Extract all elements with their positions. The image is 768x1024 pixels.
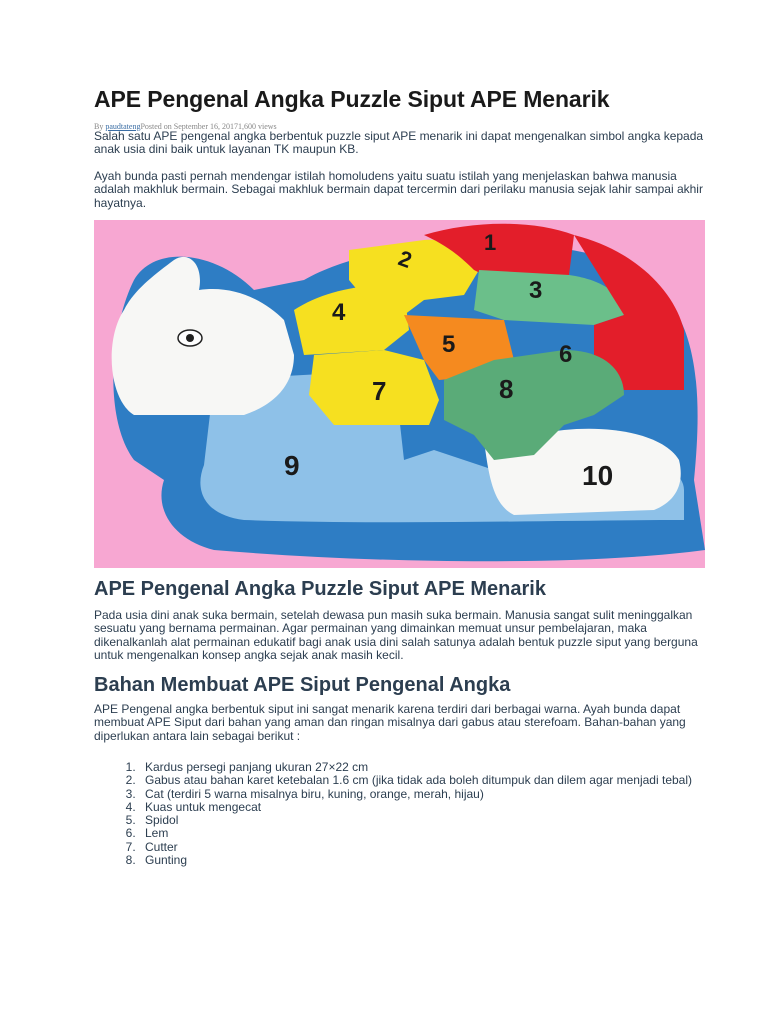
puzzle-number-10: 10 bbox=[582, 460, 614, 491]
puzzle-number-6: 6 bbox=[559, 341, 573, 368]
article-title: APE Pengenal Angka Puzzle Siput APE Menarik bbox=[94, 86, 610, 112]
list-item: 3. Cat (terdiri 5 warna misalnya biru, kuning, orange, merah, hijau) bbox=[139, 788, 706, 801]
materials-list bbox=[94, 761, 706, 867]
list-item: 5. Spidol bbox=[139, 814, 706, 827]
intro-paragraph-2: Ayah bunda pasti pernah mendengar istilah homoludens yaitu suatu istilah yang menjelaskan bahwa manusia adalah makhluk bermain. Sebagai makhluk bermain dapat tercermin dari perilaku manusia sejak lahir sampai akhir hayatnya. bbox=[94, 169, 703, 210]
section-heading-1: APE Pengenal Angka Puzzle Siput APE Menarik bbox=[94, 578, 546, 600]
puzzle-number-9: 9 bbox=[284, 450, 300, 481]
list-item: 6. Lem bbox=[139, 827, 706, 840]
byline-meta: Posted on September 16, 20171,600 views bbox=[140, 122, 277, 131]
snail-puzzle-illustration bbox=[94, 220, 705, 568]
puzzle-number-1: 1 bbox=[484, 230, 497, 255]
list-item: 7. Cutter bbox=[139, 841, 706, 854]
section-2-paragraph: APE Pengenal angka berbentuk siput ini sangat menarik karena terdiri dari berbagai warna. Ayah bunda dapat membuat APE Siput dari bahan yang aman dan ringan misalnya dari gabus atau sterefoam. Bahan-bahan yang diperlukan antara lain sebagai berikut : bbox=[94, 702, 686, 743]
snail-puzzle-image bbox=[94, 220, 705, 568]
section-heading-2: Bahan Membuat APE Siput Pengenal Angka bbox=[94, 674, 511, 696]
puzzle-number-3: 3 bbox=[529, 277, 543, 304]
list-item: 2. Gabus atau bahan karet ketebalan 1.6 cm (jika tidak ada boleh ditumpuk dan dilem agar menjadi tebal) bbox=[139, 774, 706, 787]
list-item: 8. Gunting bbox=[139, 854, 706, 867]
author-link[interactable]: paudtateng bbox=[105, 122, 141, 131]
puzzle-number-4: 4 bbox=[332, 299, 346, 326]
puzzle-number-5: 5 bbox=[442, 331, 456, 358]
list-item: 1. Kardus persegi panjang ukuran 27×22 cm bbox=[139, 761, 706, 774]
snail-pupil bbox=[186, 334, 194, 342]
list-item: 4. Kuas untuk mengecat bbox=[139, 801, 706, 814]
byline-prefix: By bbox=[94, 122, 106, 131]
puzzle-number-2: 2 bbox=[395, 245, 416, 273]
intro-paragraph-1: Salah satu APE pengenal angka berbentuk puzzle siput APE menarik ini dapat mengenalkan simbol angka kepada anak usia dini baik untuk layanan TK maupun KB. bbox=[94, 129, 704, 157]
puzzle-number-8: 8 bbox=[499, 374, 514, 404]
section-1-paragraph: Pada usia dini anak suka bermain, setelah dewasa pun masih suka bermain. Manusia sangat sulit meninggalkan sesuatu yang bernama permainan. Agar permainan yang dimainkan memuat unsur pembelajaran, maka dikenalkanlah alat permainan edukatif bagi anak usia dini salah satunya adalah bentuk puzzle siput yang berguna untuk mengenalkan konsep angka sejak anak masih kecil. bbox=[94, 608, 698, 662]
puzzle-number-7: 7 bbox=[372, 376, 387, 406]
